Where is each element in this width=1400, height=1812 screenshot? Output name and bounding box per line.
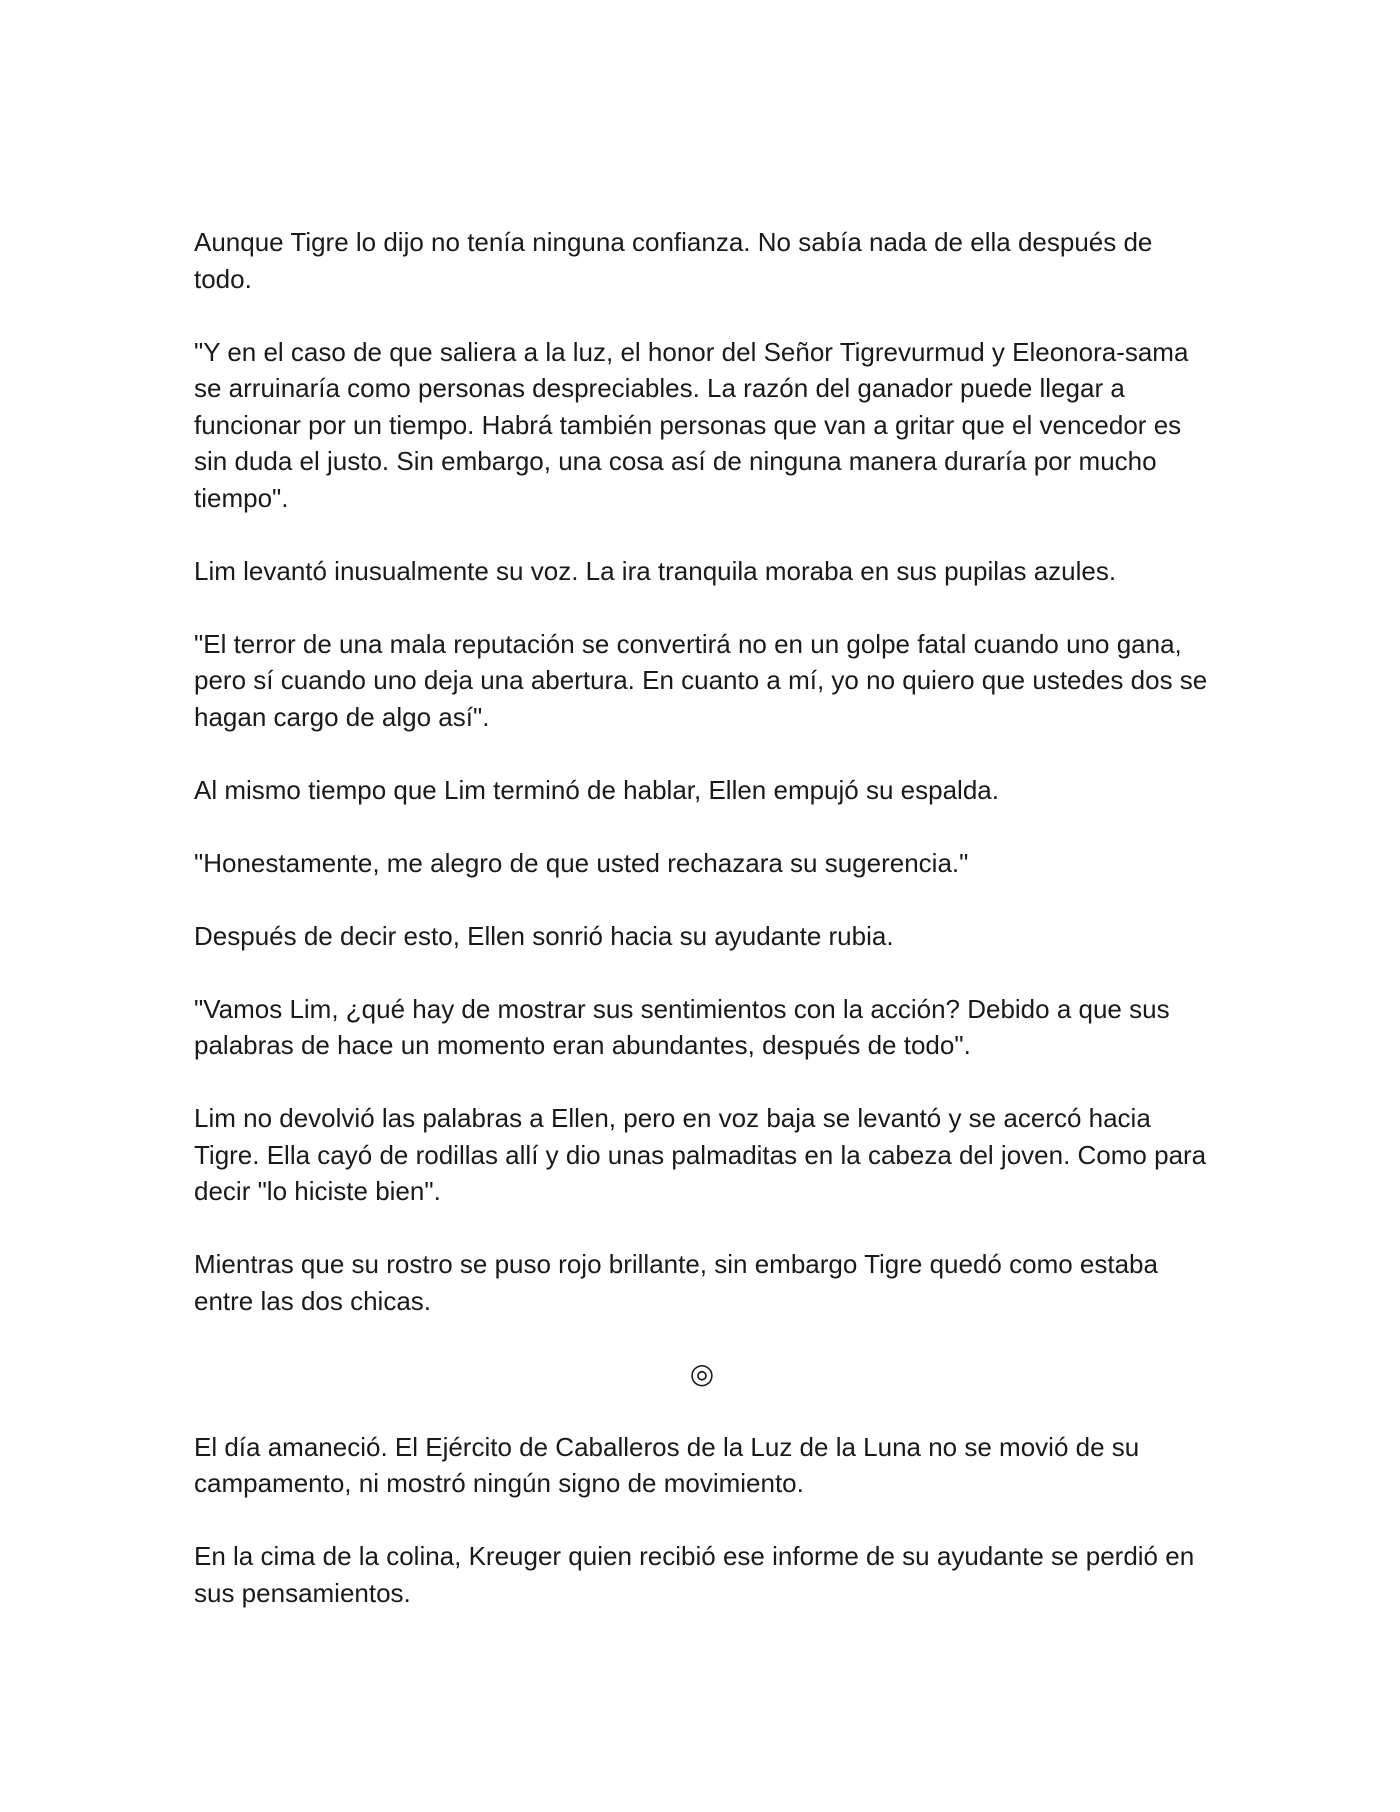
paragraph: En la cima de la colina, Kreuger quien recibió ese informe de su ayudante se perdió en sus pensamientos. <box>194 1541 1195 1608</box>
document-body <box>194 224 1210 1648</box>
scene-break-symbol: ◎ <box>689 1357 715 1389</box>
paragraph: "Honestamente, me alegro de que usted rechazara su sugerencia." <box>194 847 969 878</box>
paragraph: "El terror de una mala reputación se convertirá no en un golpe fatal cuando uno gana, pero sí cuando uno deja una abertura. En cuanto a mí, yo no quiero que ustedes dos se hagan cargo de algo así". <box>194 628 1208 732</box>
paragraph: "Vamos Lim, ¿qué hay de mostrar sus sentimientos con la acción? Debido a que sus palabras de hace un momento eran abundantes, después de todo". <box>194 993 1170 1060</box>
paragraph: Mientras que su rostro se puso rojo brillante, sin embargo Tigre quedó como estaba entre las dos chicas. <box>194 1249 1158 1316</box>
paragraph: Al mismo tiempo que Lim terminó de hablar, Ellen empujó su espalda. <box>194 774 999 805</box>
paragraph: El día amaneció. El Ejército de Caballeros de la Luz de la Luna no se movió de su campamento, ni mostró ningún signo de movimiento. <box>194 1431 1140 1498</box>
paragraph: Después de decir esto, Ellen sonrió hacia su ayudante rubia. <box>194 920 894 951</box>
paragraph: Lim no devolvió las palabras a Ellen, pero en voz baja se levantó y se acercó hacia Tigre. Ella cayó de rodillas allí y dio unas palmaditas en la cabeza del joven. Como para decir "lo hiciste bien". <box>194 1103 1207 1206</box>
paragraph: Aunque Tigre lo dijo no tenía ninguna confianza. No sabía nada de ella después de todo. <box>194 227 1153 294</box>
paragraph: Lim levantó inusualmente su voz. La ira tranquila moraba en sus pupilas azules. <box>194 555 1117 586</box>
paragraph: "Y en el caso de que saliera a la luz, el honor del Señor Tigrevurmud y Eleonora-sama se arruinaría como personas despreciables. La razón del ganador puede llegar a funcionar por un tiempo. Habrá también personas que van a gritar que el vencedor es sin duda el justo. Sin embargo, una cosa así de ninguna manera duraría por mucho tiempo". <box>194 336 1189 513</box>
